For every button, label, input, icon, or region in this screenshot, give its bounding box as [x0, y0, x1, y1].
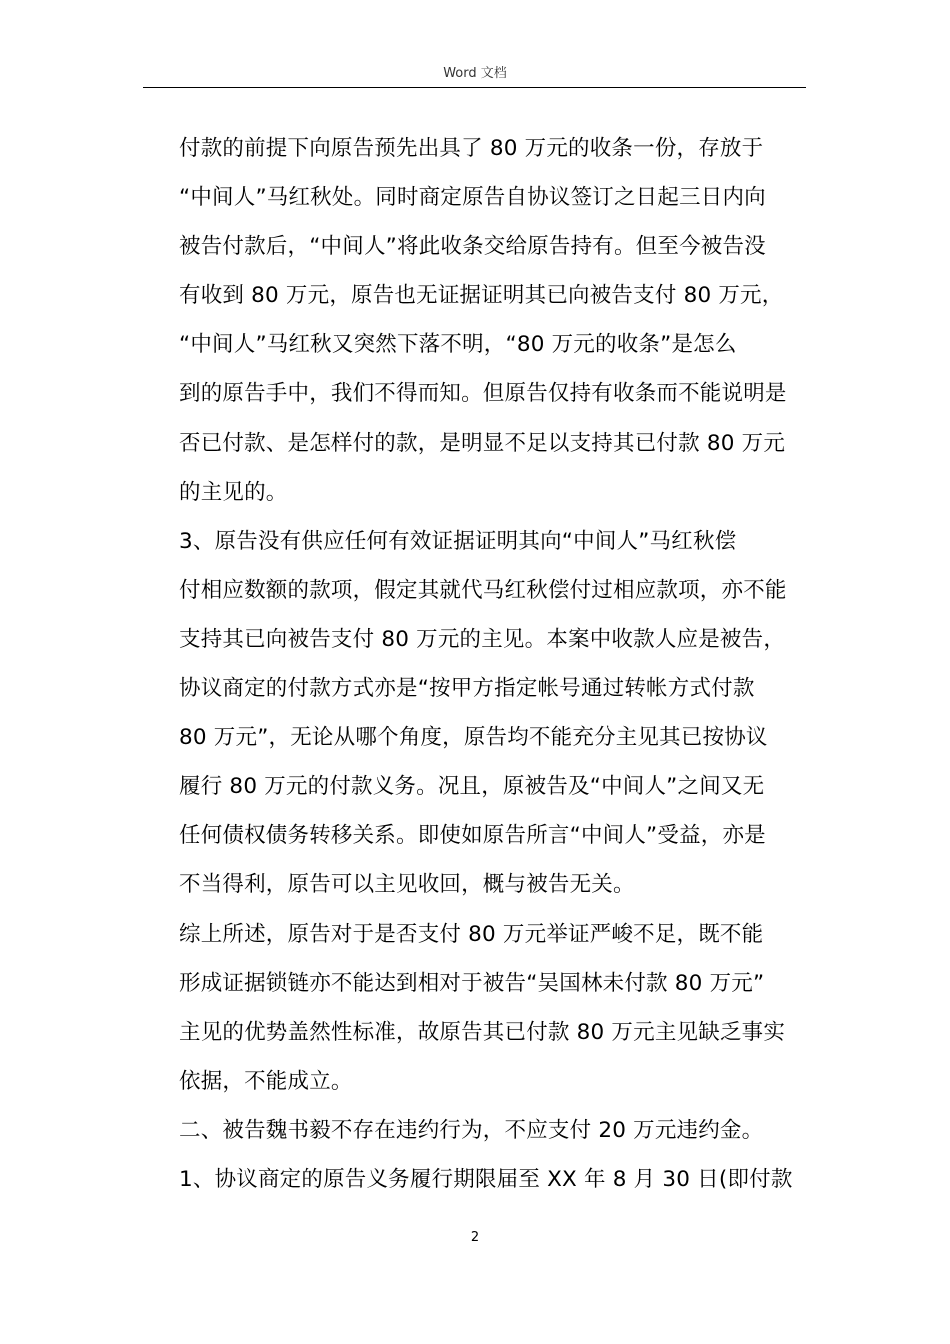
body-line: 有收到 80 万元，原告也无证据证明其已向被告支付 80 万元， [179, 283, 784, 309]
body-line: 付款的前提下向原告预先出具了 80 万元的收条一份，存放于 [179, 136, 764, 161]
header-divider [143, 87, 806, 88]
body-line: 付相应数额的款项，假定其就代马红秋偿付过相应款项，亦不能 [179, 577, 787, 603]
body-line: 二、被告魏书毅不存在违约行为，不应支付 20 万元违约金。 [179, 1117, 764, 1143]
body-line: “中间人”马红秋处。同时商定原告自协议签订之日起三日内向 [179, 185, 766, 211]
body-line: 任何债权债务转移关系。即使如原告所言“中间人”受益，亦是 [179, 823, 766, 849]
body-line: 依据，不能成立。 [179, 1068, 353, 1094]
body-line: 否已付款、是怎样付的款，是明显不足以支持其已付款 80 万元 [179, 430, 786, 456]
body-line: 形成证据锁链亦不能达到相对于被告“吴国林未付款 80 万元” [179, 970, 765, 996]
body-line: “中间人”马红秋又突然下落不明，“80 万元的收条”是怎么 [179, 332, 737, 358]
body-line: 支持其已向被告支付 80 万元的主见。本案中收款人应是被告， [179, 626, 786, 652]
body-line: 综上所述，原告对于是否支付 80 万元举证严峻不足，既不能 [179, 921, 764, 947]
body-line: 的主见的。 [179, 479, 288, 505]
page-header: Word 文档 [443, 66, 507, 81]
body-line: 到的原告手中，我们不得而知。但原告仅持有收条而不能说明是 [179, 381, 787, 407]
body-line: 履行 80 万元的付款义务。况且，原被告及“中间人”之间又无 [179, 774, 765, 800]
body-line: 3、原告没有供应任何有效证据证明其向“中间人”马红秋偿 [179, 528, 737, 554]
body-line: 被告付款后，“中间人”将此收条交给原告持有。但至今被告没 [179, 234, 766, 260]
body-line: 80 万元”，无论从哪个角度，原告均不能充分主见其已按协议 [179, 725, 768, 751]
body-line: 1、协议商定的原告义务履行期限届至 XX 年 8 月 30 日(即付款 [179, 1166, 793, 1192]
body-line: 协议商定的付款方式亦是“按甲方指定帐号通过转帐方式付款 [179, 676, 755, 702]
body-line: 主见的优势盖然性标准，故原告其已付款 80 万元主见缺乏事实 [179, 1019, 786, 1045]
body-line: 不当得利，原告可以主见收回，概与被告无关。 [179, 872, 635, 898]
document-body [179, 124, 819, 1204]
page-number: 2 [470, 1230, 480, 1245]
